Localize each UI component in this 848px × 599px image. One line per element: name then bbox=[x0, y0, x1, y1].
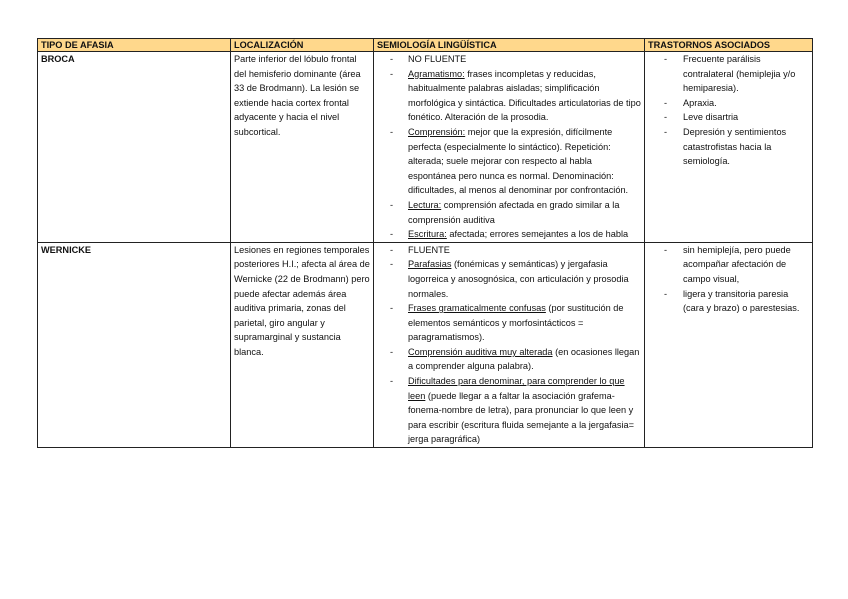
list-item: - Leve disartria bbox=[648, 110, 809, 125]
location-cell: Lesiones en regiones temporales posteriores H.I.; afecta al área de Wernicke (22 de Brodmann) pero puede afectar además área auditiva primaria, zonas del parietal, giro angular y supramarginal y sustancia blanca. bbox=[231, 242, 374, 447]
list-item: - ligera y transitoria paresia (cara y brazo) o parestesias. bbox=[648, 287, 809, 316]
table-row-wernicke bbox=[38, 242, 813, 447]
header-location: LOCALIZACIÓN bbox=[231, 39, 374, 52]
semiology-cell bbox=[374, 52, 645, 243]
list-item: - Dificultades para denominar, para comprender lo que leen (puede llegar a a faltar la asociación grafema-fonema-nombre de letra), para pronunciar lo que leen y para escribir (escritura fluida semejante a la jergafasia= jerga paragráfica) bbox=[377, 374, 641, 447]
disorders-cell bbox=[645, 52, 813, 243]
list-item: - Comprensión: mejor que la expresión, difícilmente perfecta (especialmente lo sintáctico). Repetición: alterada; suele mejorar con respecto al habla espontánea pero nunca es normal. Denominación: dificultades, al menos al denominar por confrontación. bbox=[377, 125, 641, 198]
list-item: - sin hemiplejía, pero puede acompañar afectación de campo visual, bbox=[648, 243, 809, 287]
type-cell: WERNICKE bbox=[38, 242, 231, 447]
list-item: - Lectura: comprensión afectada en grado similar a la comprensión auditiva bbox=[377, 198, 641, 227]
list-item: - Comprensión auditiva muy alterada (en ocasiones llegan a comprender alguna palabra). bbox=[377, 345, 641, 374]
header-disorders: TRASTORNOS ASOCIADOS bbox=[645, 39, 813, 52]
semiology-cell bbox=[374, 242, 645, 447]
aphasia-table bbox=[37, 38, 813, 448]
list-item: - Apraxia. bbox=[648, 96, 809, 111]
header-semiology: SEMIOLOGÍA LINGÜÍSTICA bbox=[374, 39, 645, 52]
list-item: - Frases gramaticalmente confusas (por sustitución de elementos semánticos y morfosintácticos = paragramatismos). bbox=[377, 301, 641, 345]
list-item: - Escritura: afectada; errores semejantes a los de habla bbox=[377, 227, 641, 242]
table-row-broca bbox=[38, 52, 813, 243]
header-type: TIPO DE AFASIA bbox=[38, 39, 231, 52]
list-item: - Frecuente parálisis contralateral (hemiplejia y/o hemiparesia). bbox=[648, 52, 809, 96]
disorders-list bbox=[648, 52, 809, 169]
semiology-list bbox=[377, 243, 641, 447]
list-item: - Depresión y sentimientos catastrofistas hacia la semiología. bbox=[648, 125, 809, 169]
type-cell: BROCA bbox=[38, 52, 231, 243]
semiology-list bbox=[377, 52, 641, 242]
list-item: - NO FLUENTE bbox=[377, 52, 641, 67]
disorders-cell bbox=[645, 242, 813, 447]
list-item: - Agramatismo: frases incompletas y reducidas, habitualmente palabras aisladas; simplificación morfológica y sintáctica. Dificultades articulatorias de tipo fonético. Alteración de la prosodia. bbox=[377, 67, 641, 125]
location-cell: Parte inferior del lóbulo frontal del hemisferio dominante (área 33 de Brodmann). La lesión se extiende hacia cortex frontal adyacente y hacia el nivel subcortical. bbox=[231, 52, 374, 243]
list-item: - Parafasias (fonémicas y semánticas) y jergafasia logorreica y anosognósica, con articulación y prosodia normales. bbox=[377, 257, 641, 301]
list-item: - FLUENTE bbox=[377, 243, 641, 258]
disorders-list bbox=[648, 243, 809, 316]
header-row bbox=[38, 39, 813, 52]
